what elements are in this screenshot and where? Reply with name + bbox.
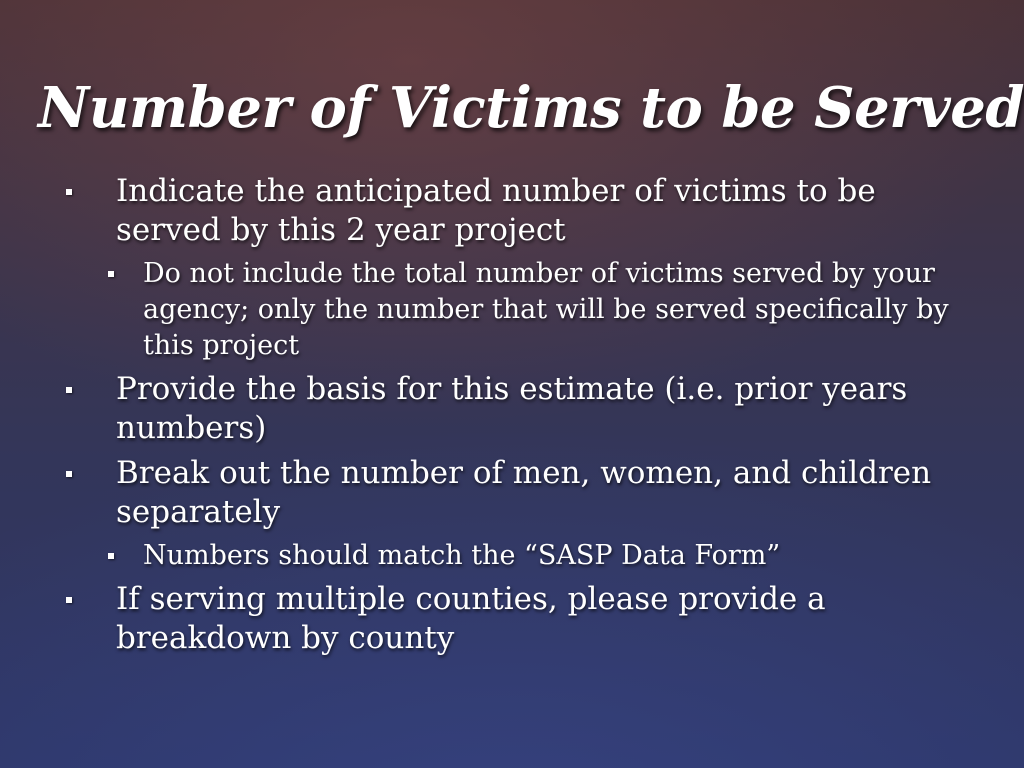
sub-bullet-item bbox=[0, 256, 963, 364]
bullet-text: Break out the number of men, women, and children separately bbox=[116, 455, 932, 530]
sub-bullet-text: Numbers should match the “SASP Data Form” bbox=[143, 540, 781, 571]
square-bullet-icon bbox=[108, 553, 114, 559]
bullet-item bbox=[0, 580, 956, 658]
bullet-text: If serving multiple counties, please provide a breakdown by county bbox=[116, 581, 826, 656]
bullet-text: Indicate the anticipated number of victims to be served by this 2 year project bbox=[116, 173, 876, 248]
sub-bullet-item bbox=[0, 538, 963, 574]
square-bullet-icon bbox=[66, 387, 72, 393]
bullet-item bbox=[0, 172, 956, 250]
square-bullet-icon bbox=[66, 597, 72, 603]
bullet-text: Provide the basis for this estimate (i.e. prior years numbers) bbox=[116, 371, 908, 446]
bullet-list bbox=[0, 172, 1024, 664]
bullet-item bbox=[0, 370, 956, 448]
bullet-item bbox=[0, 454, 956, 532]
square-bullet-icon bbox=[66, 189, 72, 195]
sub-bullet-text: Do not include the total number of victims served by your agency; only the number that will be served specifically by this project bbox=[143, 258, 949, 361]
slide-title: Number of Victims to be Served bbox=[38, 75, 1024, 141]
square-bullet-icon bbox=[66, 471, 72, 477]
square-bullet-icon bbox=[108, 271, 114, 277]
